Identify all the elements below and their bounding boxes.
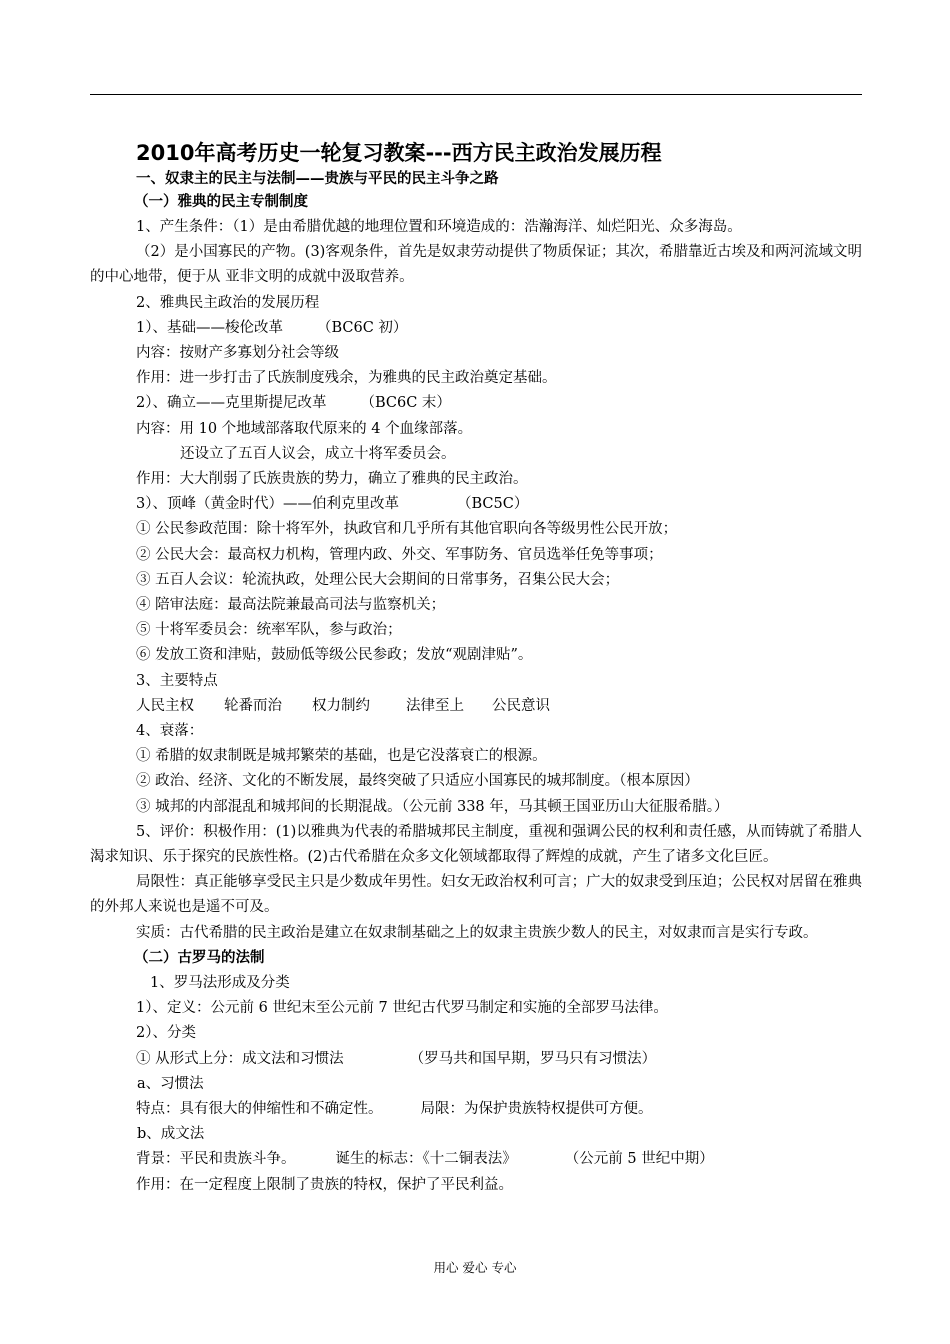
feature-item: 权力制约 (312, 697, 370, 714)
written-law-background: 背景：平民和贵族斗争。 (136, 1151, 296, 1168)
features-heading: 3、主要特点 (136, 672, 218, 689)
roman-law-definition: 1）、定义：公元前 6 世纪末至公元前 7 世纪古代罗马制定和实施的全部罗马法律。 (136, 1000, 668, 1017)
subsection-heading: （二）古罗马的法制 (134, 949, 265, 966)
pericles-title: 3）、顶峰（黄金时代）——伯利克里改革 (136, 496, 399, 513)
cleisthenes-title: 2）、确立——克里斯提尼改革 (136, 395, 327, 412)
condition-paragraph-2: （2）是小国寡民的产物。(3)客观条件，首先是奴隶劳动提供了物质保证；其次，希腊靠近古埃及和两河流域文明的中心地带，便于从 亚非文明的成就中汲取营养。 (90, 244, 862, 286)
feature-item: 人民主权 (136, 697, 194, 714)
evaluation-positive: 5、评价：积极作用：(1)以雅典为代表的希腊城邦民主制度，重视和强调公民的权利和责任感，从而铸就了希腊人渴求知识、乐于探究的民族性格。(2)古代希腊在众多文化领域都取得了辉煌的成就，产生了诸多文化巨匠。 (90, 823, 862, 866)
solon-title: 1）、基础——梭伦改革 (136, 319, 283, 336)
development-heading: 2、雅典民主政治的发展历程 (136, 294, 320, 311)
header-rule (90, 94, 862, 95)
classification-form: ① 从形式上分：成文法和习惯法 (136, 1050, 344, 1067)
pericles-item: ⑥ 发放工资和津贴，鼓励低等级公民参政；发放“观剧津贴”。 (136, 647, 533, 664)
cleisthenes-content: 内容：用 10 个地域部落取代原来的 4 个血缘部落。 (136, 420, 473, 437)
cleisthenes-title-line (90, 391, 862, 416)
pericles-time: （BC5C） (456, 496, 529, 513)
features-line (90, 694, 862, 719)
decline-item: ① 希腊的奴隶制既是城邦繁荣的基础，也是它没落衰亡的根源。 (136, 748, 547, 765)
solon-time: （BC6C 初） (316, 319, 408, 336)
classification-note: （罗马共和国早期，罗马只有习惯法） (409, 1050, 657, 1067)
cleisthenes-time: （BC6C 末） (360, 395, 451, 412)
solon-title-line (90, 316, 862, 341)
condition-line-1: 1、产生条件：（1）是由希腊优越的地理位置和环境造成的：浩瀚海洋、灿烂阳光、众多海岛。 (136, 219, 742, 235)
written-law-label: b、成文法 (137, 1126, 205, 1143)
subsection-heading: （一）雅典的民主专制制度 (134, 194, 308, 210)
decline-item: ③ 城邦的内部混乱和城邦间的长期混战。（公元前 338 年，马其顿王国亚历山大征服希腊。） (136, 798, 729, 815)
pericles-item: ④ 陪审法庭：最高法院兼最高司法与监察机关； (136, 597, 446, 614)
written-law-sign: 诞生的标志：《十二铜表法》 (335, 1151, 517, 1168)
customary-law-limit: 局限：为保护贵族特权提供可方便。 (420, 1100, 653, 1117)
solon-content: 内容：按财产多寡划分社会等级 (136, 345, 339, 362)
feature-item: 法律至上 (406, 697, 464, 714)
solon-effect: 作用：进一步打击了氏族制度残余，为雅典的民主政治奠定基础。 (136, 370, 557, 387)
classification-heading: 2）、分类 (136, 1025, 196, 1042)
feature-item: 公民意识 (492, 697, 550, 714)
pericles-item: ① 公民参政范围：除十将军外，执政官和几乎所有其他官职向各等级男性公民开放； (136, 521, 678, 538)
classification-form-line (90, 1047, 862, 1072)
cleisthenes-content-2: 还设立了五百人议会，成立十将军委员会。 (180, 445, 456, 462)
document-body (90, 138, 862, 1198)
section-heading: 一、奴隶主的民主与法制——贵族与平民的民主斗争之路 (136, 171, 499, 187)
evaluation-essence: 实质：古代希腊的民主政治是建立在奴隶制基础之上的奴隶主贵族少数人的民主，对奴隶而言是实行专政。 (136, 924, 818, 941)
customary-law-line (90, 1097, 862, 1122)
cleisthenes-effect: 作用：大大削弱了氏族贵族的势力，确立了雅典的民主政治。 (136, 471, 528, 488)
pericles-title-line (90, 492, 862, 517)
page-footer: 用心 爱心 专心 (433, 1260, 517, 1275)
written-law-line (90, 1147, 862, 1172)
customary-law-feature: 特点：具有很大的伸缩性和不确定性。 (136, 1100, 383, 1117)
feature-item: 轮番而治 (224, 697, 282, 714)
decline-item: ② 政治、经济、文化的不断发展，最终突破了只适应小国寡民的城邦制度。（根本原因） (136, 773, 699, 790)
decline-heading: 4、衰落： (136, 723, 204, 740)
roman-law-heading: 1、罗马法形成及分类 (150, 974, 290, 991)
written-law-time: （公元前 5 世纪中期） (564, 1151, 714, 1168)
pericles-item: ⑤ 十将军委员会：统率军队，参与政治； (136, 622, 402, 639)
pericles-item: ② 公民大会：最高权力机构，管理内政、外交、军事防务、官员选举任免等事项； (136, 546, 663, 563)
pericles-item: ③ 五百人会议：轮流执政，处理公民大会期间的日常事务，召集公民大会； (136, 571, 620, 588)
evaluation-limitation: 局限性：真正能够享受民主只是少数成年男性。妇女无政治权利可言；广大的奴隶受到压迫；公民权对居留在雅典的外邦人来说也是遥不可及。 (90, 874, 862, 916)
written-law-effect: 作用：在一定程度上限制了贵族的特权，保护了平民利益。 (136, 1176, 513, 1193)
customary-law-label: a、习惯法 (137, 1075, 204, 1092)
document-title: 2010年高考历史一轮复习教案---西方民主政治发展历程 (136, 141, 662, 165)
